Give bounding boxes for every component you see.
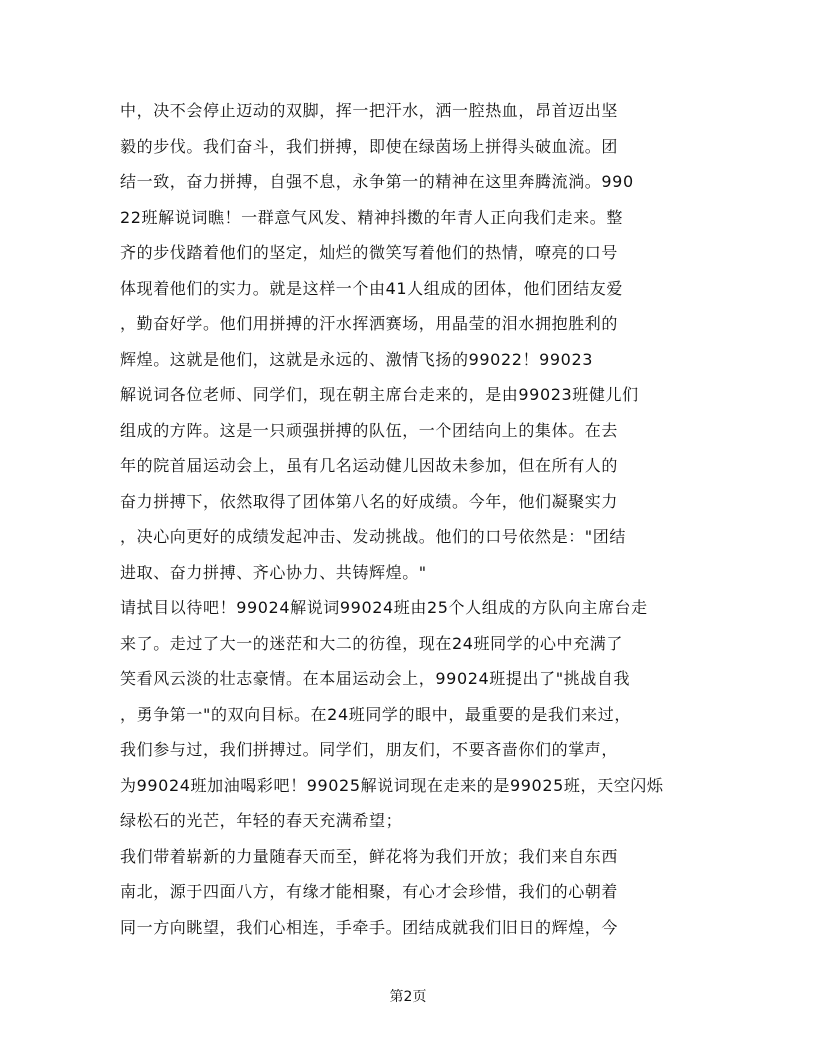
text-line: ，决心向更好的成绩发起冲击、发动挑战。他们的口号依然是："团结 [120, 527, 626, 546]
text-line: 奋力拼搏下，依然取得了团体第八名的好成绩。今年，他们凝聚实力 [120, 491, 619, 511]
text-line: 为99024班加油喝彩吧！99025解说词现在走来的是99025班，天空闪烁 [120, 775, 664, 795]
text-line: ，勤奋好学。他们用拼搏的汗水挥洒赛场，用晶莹的泪水拥抱胜利的 [120, 314, 619, 333]
text-line: ，勇争第一"的双向目标。在24班同学的眼中，最重要的是我们来过， [120, 704, 631, 724]
text-line: 请拭目以待吧！99024解说词99024班由25个人组成的方队向主席台走 [120, 598, 648, 617]
text-line: 毅的步伐。我们奋斗，我们拼搏，即使在绿茵场上拼得头破血流。团 [120, 136, 619, 156]
text-line: 22班解说词瞧！一群意气风发、精神抖擞的年青人正向我们走来。整 [120, 207, 623, 227]
text-line: 绿松石的光芒，年轻的春天充满希望； [120, 811, 403, 830]
text-line: 中，决不会停止迈动的双脚，挥一把汗水，洒一腔热血，昂首迈出坚 [120, 101, 619, 120]
text-line: 辉煌。这就是他们，这就是永远的、激情飞扬的99022！99023 [120, 349, 593, 369]
body-text [120, 93, 700, 945]
text-line: 体现着他们的实力。就是这样一个由41人组成的团体，他们团结友爱 [120, 278, 623, 298]
text-line: 年的院首届运动会上，虽有几名运动健儿因故未参加，但在所有人的 [120, 456, 619, 475]
text-line: 同一方向眺望，我们心相连，手牵手。团结成就我们旧日的辉煌，今 [120, 917, 619, 937]
text-line: 结一致，奋力拼搏，自强不息，永争第一的精神在这里奔腾流淌。990 [120, 172, 634, 191]
text-line: 进取、奋力拼搏、齐心协力、共铸辉煌。" [120, 562, 427, 582]
text-line: 齐的步伐踏着他们的坚定，灿烂的微笑写着他们的热情，嘹亮的口号 [120, 243, 619, 262]
text-line: 南北，源于四面八方，有缘才能相聚，有心才会珍惜，我们的心朝着 [120, 882, 619, 901]
text-line: 解说词各位老师、同学们，现在朝主席台走来的，是由99023班健儿们 [120, 385, 639, 404]
text-line: 组成的方阵。这是一只顽强拼搏的队伍，一个团结向上的集体。在去 [120, 420, 619, 440]
text-line: 我们参与过，我们拼搏过。同学们，朋友们，不要吝啬你们的掌声， [120, 740, 619, 759]
text-line: 我们带着崭新的力量随春天而至，鲜花将为我们开放；我们来自东西 [120, 846, 619, 866]
page-number: 第2页 [389, 989, 427, 1005]
text-line: 笑看风云淡的壮志豪情。在本届运动会上，99024班提出了"挑战自我 [120, 669, 631, 688]
text-line: 来了。走过了大一的迷茫和大二的彷徨，现在24班同学的心中充满了 [120, 633, 623, 653]
